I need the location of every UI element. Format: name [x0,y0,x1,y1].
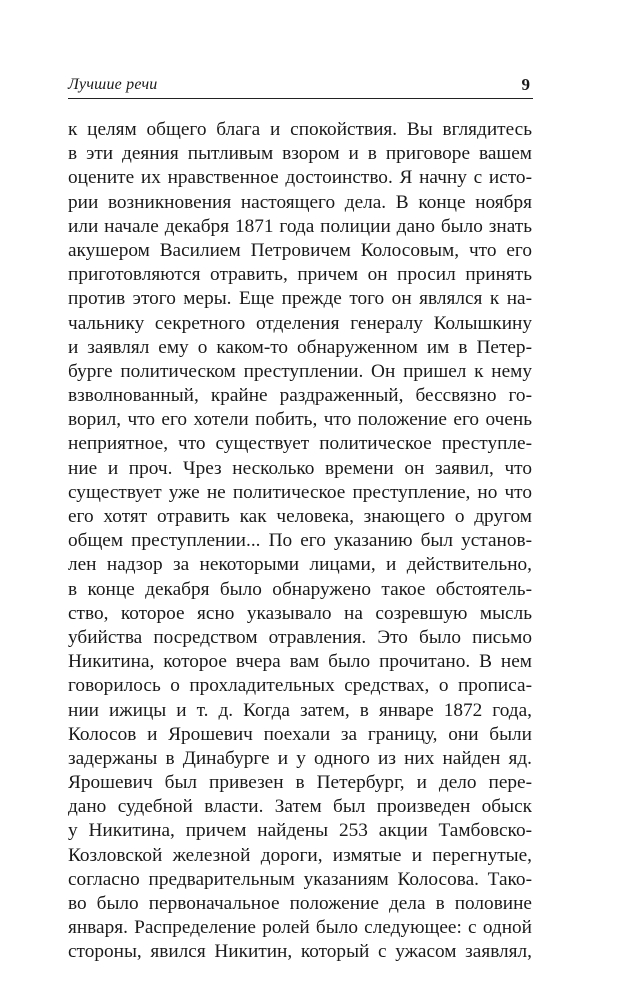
text-line: во было первоначальное положение дела в половине [68,893,532,914]
text-line: в конце декабря было обнаружено такое обстоятель- [68,578,532,600]
text-line: ство, которое ясно указывало на созревшую мысль [68,602,532,624]
body-text [68,118,532,965]
text-line: против этого меры. Еще прежде того он являлся к на- [68,288,532,310]
text-line: дано судебной власти. Затем был произведен обыск [68,796,532,818]
text-line: Колосов и Ярошевич поехали за границу, они были [68,723,532,745]
text-line: неприятное, что существует политическое преступле- [68,433,532,455]
text-line: убийства посредством отравления. Это было письмо [68,626,532,648]
text-line: у Никитина, причем найдены 253 акции Тамбовско- [68,820,532,842]
text-line: нии ижицы и т. д. Когда затем, в январе 1872 года, [68,699,532,721]
text-line: взволнованный, крайне раздраженный, бессвязно го- [68,385,532,407]
text-line: оцените их нравственное достоинство. Я начну с исто- [68,167,532,189]
text-line: стороны, явился Никитин, который с ужасом заявлял, [68,941,532,963]
text-line: ние и проч. Чрез несколько времени он заявил, что [68,457,532,479]
text-line: приготовляются отравить, причем он просил принять [68,264,532,286]
running-title: Лучшие речи [68,76,158,93]
text-line: говорилось о прохладительных средствах, о прописа- [68,675,532,697]
text-line: задержаны в Динабурге и у одного из них найден яд. [68,747,532,769]
text-line: акушером Василием Петровичем Колосовым, что его [68,239,532,261]
text-line: к целям общего блага и спокойствия. Вы вглядитесь [68,119,532,140]
text-line: его хотят отравить как человека, знающего о другом [68,506,532,527]
text-line: согласно предварительным указаниям Колосова. Тако- [68,868,532,890]
text-line: Козловской железной дороги, измятые и перегнутые, [68,844,532,866]
text-line: ворил, что его хотели побить, что положение его очень [68,409,532,431]
text-line: чальнику секретного отделения генералу Колышкину [68,312,532,334]
text-line: в эти деяния пытливым взором и в приговоре вашем [68,143,532,165]
text-line: рии возникновения настоящего дела. В конце ноября [68,191,532,213]
page-number: 9 [521,75,530,94]
text-line: января. Распределение ролей было следующее: с одной [68,917,532,939]
running-header [68,76,533,99]
text-line: или начале декабря 1871 года полиции дано было знать [68,215,532,237]
text-line: общем преступлении... По его указанию был установ- [68,530,532,552]
text-line: лен надзор за некоторыми лицами, и действительно, [68,554,532,576]
text-line: и заявлял ему о каком-то обнаруженном им в Петер- [68,336,532,358]
text-line: Ярошевич был привезен в Петербург, и дело пере- [68,772,532,794]
text-line: Никитина, которое вчера вам было прочитано. В нем [68,651,532,673]
text-line: существует уже не политическое преступление, но что [68,481,532,503]
text-line: бурге политическом преступлении. Он пришел к нему [68,360,532,382]
